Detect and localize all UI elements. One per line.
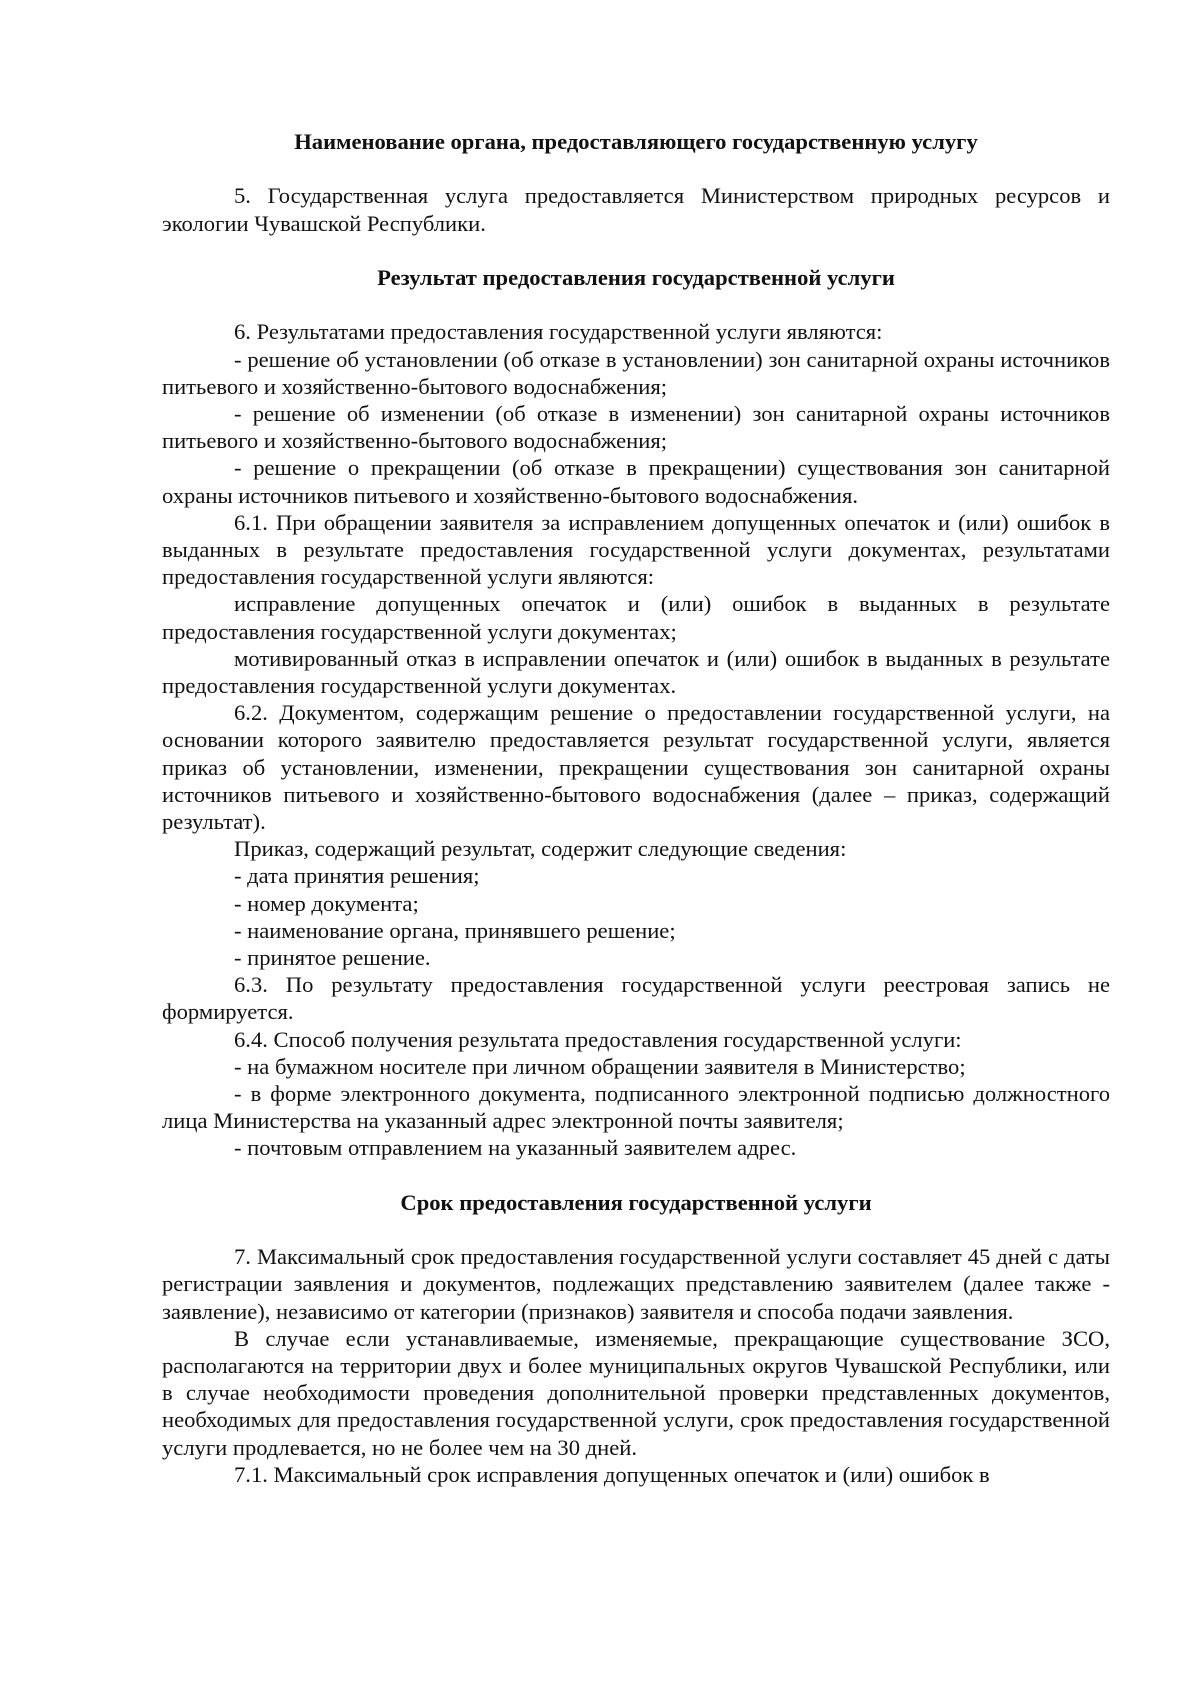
paragraph: В случае если устанавливаемые, изменяемые, прекращающие существование ЗСО, располагаются на территории двух и более муниципальных округов Чувашской Республики, или в случае необходимости проведения дополнительной проверки представленных документов, необходимых для предоставления государственной услуги, срок предоставления государственной услуги продлевается, но не более чем на 30 дней.	[162, 1325, 1110, 1460]
list-item: - решение об установлении (об отказе в установлении) зон санитарной охраны источников питьевого и хозяйственно-бытового водоснабжения;	[162, 346, 1110, 399]
list-item: - принятое решение.	[234, 945, 431, 971]
list-item: - дата принятия решения;	[234, 863, 480, 889]
list-item: - на бумажном носителе при личном обращении заявителя в Министерство;	[234, 1053, 966, 1079]
section-heading-deadline: Срок предоставления государственной услуги	[400, 1189, 872, 1215]
paragraph: 6.3. По результату предоставления государственной услуги реестровая запись не формируется.	[162, 972, 1110, 1025]
paragraph: мотивированный отказ в исправлении опечаток и (или) ошибок в выданных в результате предоставления государственной услуги документах.	[162, 645, 1110, 699]
document-body	[162, 128, 1110, 1488]
list-item: - в форме электронного документа, подписанного электронной подписью должностного лица Министерства на указанный адрес электронной почты заявителя;	[162, 1081, 1110, 1134]
list-item: - почтовым отправлением на указанный заявителем адрес.	[234, 1135, 797, 1161]
list-item: - решение об изменении (об отказе в изменении) зон санитарной охраны источников питьевого и хозяйственно-бытового водоснабжения;	[162, 400, 1110, 454]
section-heading-result: Результат предоставления государственной услуги	[377, 264, 895, 290]
paragraph: 6.2. Документом, содержащим решение о предоставлении государственной услуги, на основании которого заявителю предоставляется результат государственной услуги, является приказ об установлении, изменении, прекращении существования зон санитарной охраны источников питьевого и хозяйственно-бытового водоснабжения (далее – приказ, содержащий результат).	[162, 700, 1110, 835]
paragraph: 7.1. Максимальный срок исправления допущенных опечаток и (или) ошибок в	[234, 1461, 990, 1487]
list-item: - номер документа;	[234, 890, 419, 916]
section-heading-authority: Наименование органа, предоставляющего государственную услугу	[294, 129, 978, 154]
paragraph: 7. Максимальный срок предоставления государственной услуги составляет 45 дней с даты регистрации заявления и документов, подлежащих представлению заявителем (далее также - заявление), независимо от категории (признаков) заявителя и способа подачи заявления.	[162, 1244, 1110, 1324]
paragraph: 6.1. При обращении заявителя за исправлением допущенных опечаток и (или) ошибок в выданных в результате предоставления государственной услуги документах, результатами предоставления государственной услуги являются:	[162, 509, 1110, 590]
list-item: - наименование органа, принявшего решение;	[234, 917, 676, 943]
paragraph: 5. Государственная услуга предоставляется Министерством природных ресурсов и экологии Чувашской Республики.	[162, 183, 1110, 236]
paragraph: исправление допущенных опечаток и (или) ошибок в выданных в результате предоставления государственной услуги документах;	[162, 591, 1110, 644]
paragraph: 6. Результатами предоставления государственной услуги являются:	[234, 319, 883, 345]
paragraph: 6.4. Способ получения результата предоставления государственной услуги:	[234, 1026, 962, 1052]
paragraph: Приказ, содержащий результат, содержит следующие сведения:	[234, 836, 847, 862]
list-item: - решение о прекращении (об отказе в прекращении) существования зон санитарной охраны источников питьевого и хозяйственно-бытового водоснабжения.	[162, 455, 1110, 508]
